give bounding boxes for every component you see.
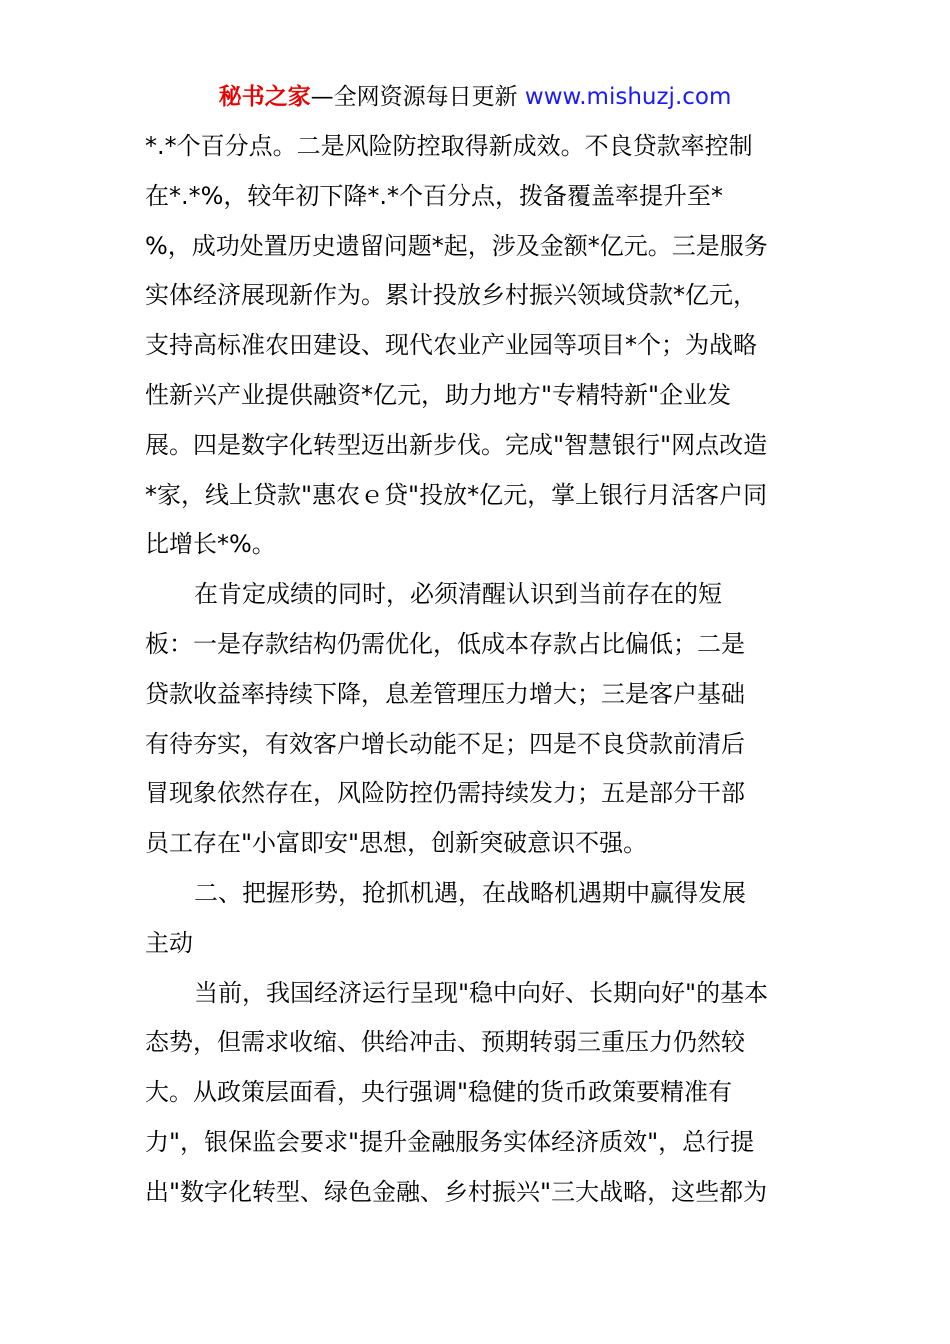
document-body xyxy=(145,122,805,1218)
text-line: 态势，但需求收缩、供给冲击、预期转弱三重压力仍然较 xyxy=(145,1028,745,1057)
text-line: 力"，银保监会要求"提升金融服务实体经济质效"，总行提 xyxy=(145,1127,755,1156)
text-line: 冒现象依然存在，风险防控仍需持续发力；五是部分干部 xyxy=(145,779,745,808)
text-line: 性新兴产业提供融资*亿元，助力地方"专精特新"企业发 xyxy=(145,380,732,409)
site-brand: 秘书之家 xyxy=(218,84,311,110)
text-line: 在*.*%，较年初下降*.*个百分点，拨备覆盖率提升至* xyxy=(145,181,724,210)
page-header xyxy=(0,80,950,114)
text-line: 展。四是数字化转型迈出新步伐。完成"智慧银行"网点改造 xyxy=(145,430,768,459)
text-line: *.*个百分点。二是风险防控取得新成效。不良贷款率控制 xyxy=(145,132,753,160)
paragraph-start-line: 在肯定成绩的同时，必须清醒认识到当前存在的短 xyxy=(194,580,722,609)
text-line: 支持高标准农田建设、现代农业产业园等项目*个；为战略 xyxy=(145,331,757,360)
text-line: 板：一是存款结构仍需优化，低成本存款占比偏低；二是 xyxy=(145,629,745,658)
text-line: 大。从政策层面看，央行强调"稳健的货币政策要精准有 xyxy=(145,1078,733,1107)
site-tagline: —全网资源每日更新 xyxy=(310,84,525,110)
text-line: 实体经济展现新作为。累计投放乡村振兴领域贷款*亿元， xyxy=(145,281,757,310)
text-line: *家，线上贷款"惠农ｅ贷"投放*亿元，掌上银行月活客户同 xyxy=(145,480,768,509)
section-heading-line: 二、把握形势，抢抓机遇，在战略机遇期中赢得发展 xyxy=(194,878,746,907)
site-url-link[interactable]: www.mishuzj.com xyxy=(524,84,732,110)
text-line: 员工存在"小富即安"思想，创新突破意识不强。 xyxy=(145,829,648,858)
text-line: 比增长*%。 xyxy=(145,530,276,559)
text-line: %，成功处置历史遗留问题*起，涉及金额*亿元。三是服务 xyxy=(145,231,768,260)
text-line: 出"数字化转型、绿色金融、乡村振兴"三大战略，这些都为 xyxy=(145,1177,768,1206)
text-line: 贷款收益率持续下降，息差管理压力增大；三是客户基础 xyxy=(145,679,745,708)
section-heading-line: 主动 xyxy=(145,928,193,957)
text-line: 有待夯实，有效客户增长动能不足；四是不良贷款前清后 xyxy=(145,729,745,758)
paragraph-start-line: 当前，我国经济运行呈现"稳中向好、长期向好"的基本 xyxy=(194,978,769,1007)
